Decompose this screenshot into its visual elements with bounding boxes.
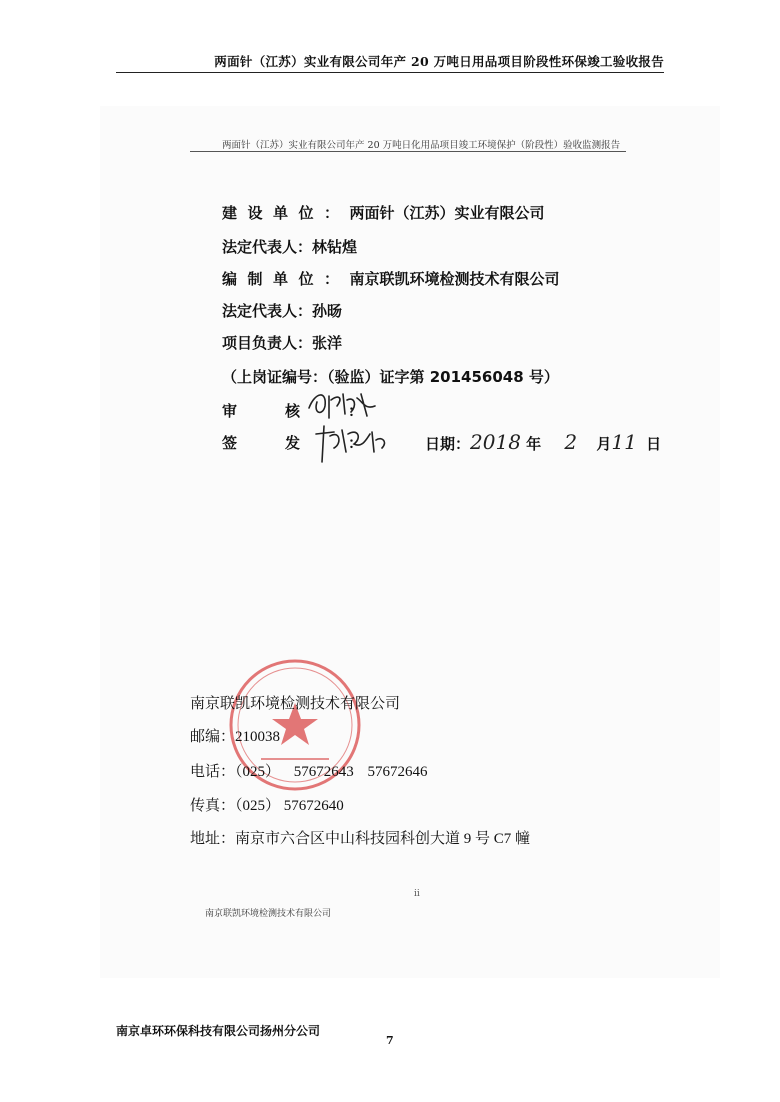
signing-date (425, 430, 661, 454)
issue-label: 签发： (222, 434, 412, 452)
date-year-unit: 年 (526, 435, 542, 453)
date-year: 2018 (470, 430, 521, 454)
field-value: 南京联凯环境检测技术有限公司 (349, 270, 560, 288)
field-label: 项目负责人： (222, 334, 313, 352)
footer-company: 南京卓环环保科技有限公司扬州分公司 (116, 1024, 321, 1038)
date-month: 2 (564, 430, 578, 454)
field-value: 张洋 (312, 334, 343, 352)
field-legal-rep-1 (222, 236, 357, 257)
page-number: 7 (386, 1034, 394, 1047)
field-label: 编制单位： (222, 270, 350, 288)
inner-report-header: 两面针（江苏）实业有限公司年产 20 万吨日化用品项目竣工环境保护（阶段性）验收监测报告 (222, 140, 621, 151)
certificate-number: （上岗证编号：（验监）证字第 201456048 号） (222, 368, 559, 386)
page-header-rule (116, 72, 664, 73)
contact-postcode: 邮编：210038 (190, 729, 281, 745)
field-construction-unit (222, 202, 545, 223)
date-label: 日期： (425, 435, 471, 453)
inner-footer-company: 南京联凯环境检测技术有限公司 (205, 909, 332, 919)
field-label: 法定代表人： (222, 302, 313, 320)
contact-company: 南京联凯环境检测技术有限公司 (190, 696, 401, 712)
review-label: 审核： (222, 402, 412, 420)
inner-header-rule (190, 151, 626, 152)
page-header-title: 两面针（江苏）实业有限公司年产 20 万吨日用品项目阶段性环保竣工验收报告 (214, 54, 664, 69)
date-day: 11 (611, 430, 637, 454)
contact-address: 地址：南京市六合区中山科技园科创大道 9 号 C7 幢 (190, 831, 531, 847)
field-label: 法定代表人： (222, 238, 313, 256)
issue-signature (312, 422, 392, 464)
field-label: 建设单位： (222, 204, 350, 222)
date-day-unit: 日 (646, 435, 662, 453)
inner-page-number: ii (414, 889, 420, 899)
contact-phone: 电话：（025） 57672643 57672646 (190, 764, 428, 780)
review-signature (305, 388, 385, 422)
field-value: 孙旸 (312, 302, 343, 320)
field-value: 林钻煌 (312, 238, 358, 256)
contact-fax: 传真：（025） 57672640 (190, 798, 344, 814)
field-legal-rep-2 (222, 300, 342, 321)
field-project-lead (222, 332, 342, 353)
field-value: 两面针（江苏）实业有限公司 (349, 204, 545, 222)
field-compiling-unit (222, 268, 560, 289)
date-month-unit: 月 (596, 435, 612, 453)
